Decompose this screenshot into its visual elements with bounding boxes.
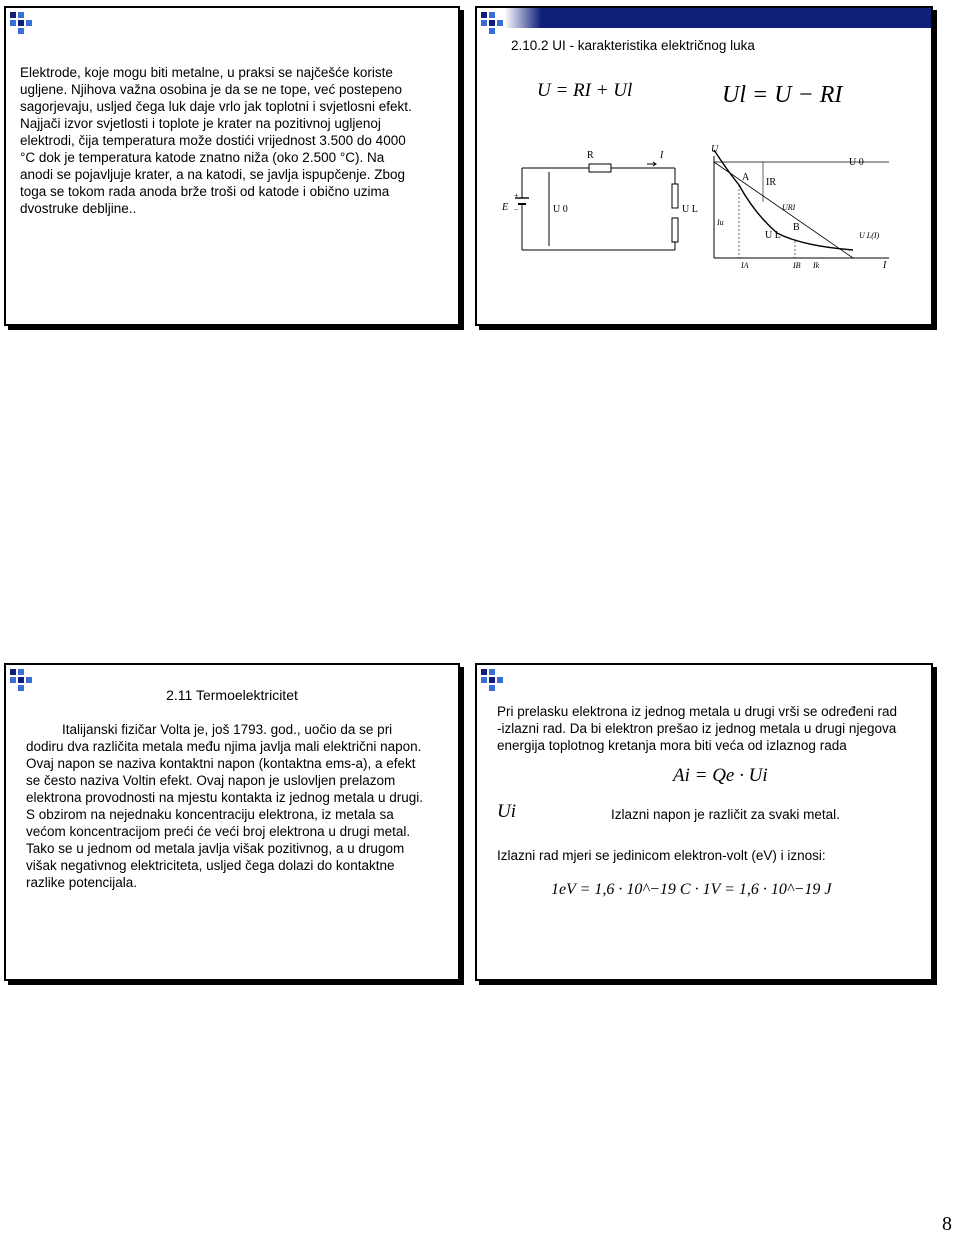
u0-label: U 0 (849, 157, 864, 168)
graph-axis-u: U (711, 144, 719, 155)
output-voltage-symbol: Ui (497, 801, 516, 822)
source-voltage-label: U 0 (553, 204, 568, 215)
ia-label: IA (741, 261, 749, 270)
equation-text: Ul = U − RI (722, 82, 843, 108)
equation-arc-voltage (722, 82, 842, 109)
plus-sign: + (514, 191, 519, 200)
slide-thermoelectricity (4, 663, 460, 981)
ul-label: U L (765, 230, 781, 241)
slide-arc-electrodes (4, 6, 460, 326)
equation-electron-volt: 1eV = 1,6 · 10^−19 C · 1V = 1,6 · 10^−19 J (551, 881, 832, 898)
slide-ui-characteristic (475, 6, 933, 326)
slide-corner-decoration (10, 12, 32, 34)
paragraph-work-function: Pri prelasku elektrona iz jednog metala u drugi vrši se određeni rad -izlazni rad. Da bi elektron prešao iz jednog metala u drugi njegova energija toplotnog kretanja mora biti veća od izlaznog rada (497, 704, 897, 753)
ik-label: Ik (813, 261, 820, 270)
equation-text: U = RI + Ul (537, 80, 633, 101)
equation-voltage-sum (537, 80, 632, 102)
uli-label: U L(I) (859, 231, 880, 240)
point-b-label: B (793, 222, 800, 233)
slide-work-function (475, 663, 933, 981)
ib-label: IB (793, 261, 801, 270)
slide-title: 2.10.2 UI - karakteristika električnog luka (511, 38, 755, 53)
slide-title-bar (477, 8, 933, 28)
source-label: E (502, 202, 509, 213)
resistor-label: R (587, 150, 594, 161)
output-voltage-description: Izlazni napon je različit za svaki metal. (611, 807, 840, 822)
slide-corner-decoration (481, 669, 503, 691)
arc-voltage-label: U L (682, 204, 698, 215)
slide-body-text: Italijanski fizičar Volta je, još 1793. god., uočio da se pri dodiru dva različita metala među njima javlja mali električni napon. Ovaj napon se naziva kontaktni napon (kontaktna ems-a), a efekt se često naziva Voltin efekt. Ovaj napon je uslovljen prelazom elektrona provodnosti na mjestu kontakta iz jednog metala u drugi. S obzirom na nejednaku koncentraciju elektrona, iz metala sa većom koncentracijom preći će veći broj elektrona u drugi metal. Tako se u jednom od metala javlja višak pozitivnog, a u drugom višak negativnog elektriciteta, usljed čega dolazi do kontaktne razlike potencijala. (26, 722, 423, 890)
uri-label: URI (782, 203, 796, 212)
graph-axis-i: I (883, 260, 887, 270)
slide-corner-decoration (481, 12, 503, 34)
iu-label: Iu (717, 218, 724, 227)
ir-label: IR (766, 177, 776, 188)
point-a-label: A (742, 172, 750, 183)
circuit-diagram (515, 162, 678, 250)
page-number: 8 (942, 1213, 952, 1235)
paragraph-electron-volt: Izlazni rad mjeri se jedinicom elektron-volt (eV) i iznosi: (497, 848, 826, 863)
equation-work-function: Ai = Qe · Ui (673, 765, 768, 786)
slide-body-text: Elektrode, koje mogu biti metalne, u praksi se najčešće koriste ugljene. Njihova važna osobina je da se ne tope, već postepeno sagorjevaju, usljed čega luk daje vrlo jak toplotni i svjetlosni efekt. Najjači izvor svjetlosti i toplote je krater na pozitivnoj ugljenoj elektrodi, čija temperatura može dostići vrijednost 3.500 do 4000 °C dok je temperatura katode znatno niža (oko 2.500 °C). Na anodi se pojavljuje krater, a na katodi, se javlja ispupčenje. Zbog toga se tokom rada anoda brže troši od katode i obično uzima dvostruke debljine.. (20, 65, 412, 216)
minus-sign: − (514, 205, 519, 214)
slide-title: 2.11 Termoelektricitet (166, 687, 298, 703)
arc-circuit-and-characteristic (477, 140, 933, 270)
current-label: I (660, 150, 664, 161)
